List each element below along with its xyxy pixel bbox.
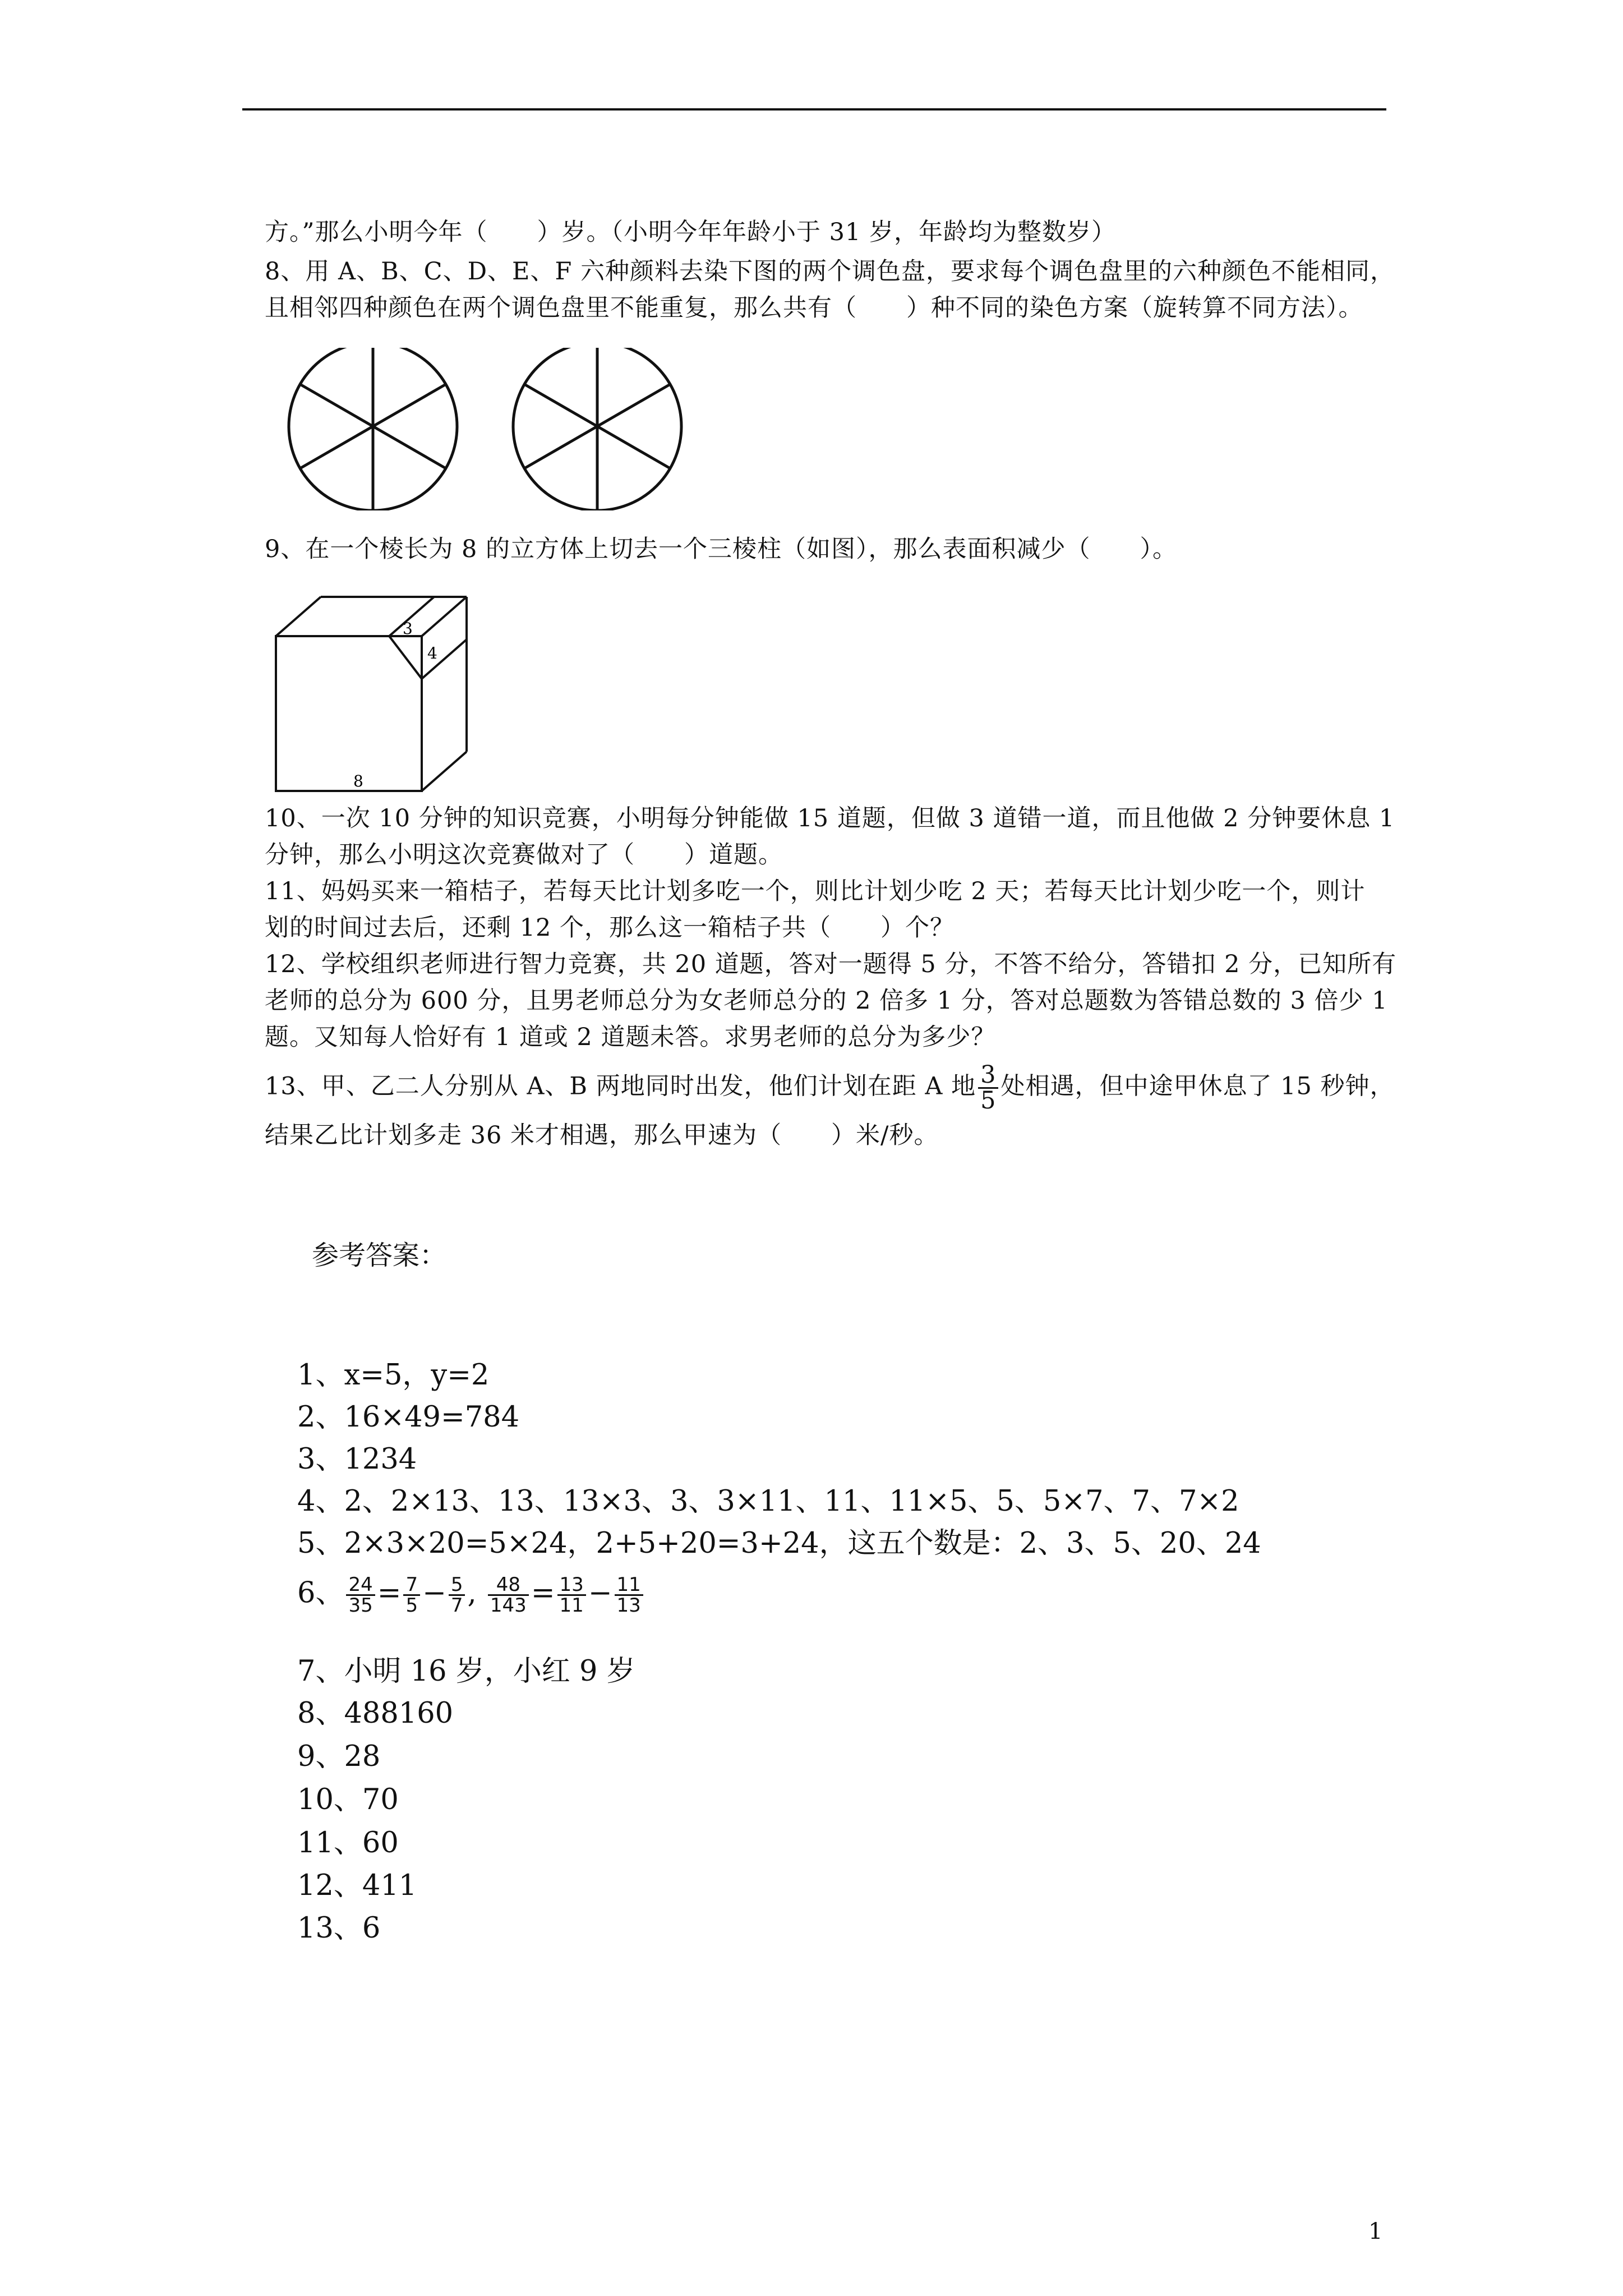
cube-label-4: 4 bbox=[427, 644, 437, 662]
question-8-line-2: 且相邻四种颜色在两个调色盘里不能重复，那么共有（ ）种不同的染色方案（旋转算不同方法）。 bbox=[265, 294, 1363, 322]
fraction-denominator: 5 bbox=[978, 1087, 998, 1113]
fraction-denominator: 7 bbox=[449, 1594, 465, 1615]
page-number: 1 bbox=[1368, 2219, 1383, 2244]
question-11-line-1: 11、妈妈买来一箱桔子，若每天比计划多吃一个，则比计划少吃 2 天；若每天比计划少吃一个，则计 bbox=[265, 877, 1366, 905]
answer-13: 13、6 bbox=[297, 1912, 381, 1945]
palette-right bbox=[513, 348, 681, 510]
fraction-48-143 bbox=[488, 1575, 529, 1615]
fraction-numerator: 7 bbox=[405, 1573, 418, 1596]
answer-4: 4、2、2×13、13、13×3、3、3×11、11、11×5、5、5×7、7、7×2 bbox=[297, 1485, 1239, 1518]
question-13-text-before: 13、甲、乙二人分别从 A、B 两地同时出发，他们计划在距 A 地 bbox=[265, 1072, 976, 1101]
fraction-numerator: 24 bbox=[348, 1573, 373, 1596]
answer-9: 9、28 bbox=[297, 1740, 381, 1773]
fraction-5-7 bbox=[449, 1575, 465, 1615]
answer-3: 3、1234 bbox=[297, 1443, 417, 1476]
answer-7: 7、小明 16 岁，小红 9 岁 bbox=[297, 1655, 635, 1688]
answers-heading: 参考答案： bbox=[312, 1240, 447, 1271]
answer-8: 8、488160 bbox=[297, 1697, 454, 1730]
answer-5: 5、2×3×20=5×24，2+5+20=3+24，这五个数是：2、3、5、20、24 bbox=[297, 1527, 1261, 1560]
fraction-24-35 bbox=[346, 1575, 375, 1615]
question-13-line-1 bbox=[265, 1063, 1395, 1113]
answer-11: 11、60 bbox=[297, 1826, 399, 1860]
equals-sign: = bbox=[377, 1576, 402, 1610]
header-rule bbox=[242, 108, 1386, 111]
question-12-line-1: 12、学校组织老师进行智力竞赛，共 20 道题，答对一题得 5 分，不答不给分，答错扣 2 分，已知所有 bbox=[265, 950, 1397, 978]
question-12-line-2: 老师的总分为 600 分，且男老师总分为女老师总分的 2 倍多 1 分，答对总题数为答错总数的 3 倍少 1 bbox=[265, 987, 1388, 1015]
fraction-numerator: 5 bbox=[450, 1573, 463, 1596]
minus-sign: − bbox=[588, 1576, 612, 1610]
cube-label-3: 3 bbox=[403, 619, 413, 638]
fraction-denominator: 5 bbox=[403, 1594, 420, 1615]
fraction-denominator: 35 bbox=[346, 1594, 375, 1615]
cube-figure bbox=[269, 589, 482, 797]
cube-label-8: 8 bbox=[353, 772, 363, 790]
fraction-denominator: 13 bbox=[615, 1594, 643, 1615]
minus-sign: − bbox=[422, 1576, 446, 1610]
fraction-denominator: 11 bbox=[557, 1594, 586, 1615]
palette-left bbox=[289, 348, 457, 510]
answer-12: 12、411 bbox=[297, 1869, 417, 1902]
question-8-line-1: 8、用 A、B、C、D、E、F 六种颜料去染下图的两个调色盘，要求每个调色盘里的六种颜色不能相同， bbox=[265, 257, 1395, 286]
fraction-numerator: 13 bbox=[559, 1573, 584, 1596]
fraction-three-fifths bbox=[978, 1063, 998, 1113]
question-9: 9、在一个棱长为 8 的立方体上切去一个三棱柱（如图），那么表面积减少（ ）。 bbox=[265, 535, 1178, 563]
answer-6 bbox=[297, 1575, 645, 1615]
question-12-line-3: 题。又知每人恰好有 1 道或 2 道题未答。求男老师的总分为多少？ bbox=[265, 1023, 996, 1051]
question-10-line-1: 10、一次 10 分钟的知识竞赛，小明每分钟能做 15 道题，但做 3 道错一道，而且他做 2 分钟要休息 1 bbox=[265, 804, 1395, 832]
fraction-13-11 bbox=[557, 1575, 586, 1615]
question-13-text-after: 处相遇，但中途甲休息了 15 秒钟， bbox=[1000, 1072, 1395, 1101]
fraction-denominator: 143 bbox=[488, 1594, 529, 1615]
fraction-11-13 bbox=[615, 1575, 643, 1615]
question-11-line-2: 划的时间过去后，还剩 12 个，那么这一箱桔子共（ ）个？ bbox=[265, 914, 955, 942]
separator-comma: , bbox=[467, 1576, 477, 1610]
answer-1: 1、x=5，y=2 bbox=[297, 1359, 490, 1392]
question-13-line-2: 结果乙比计划多走 36 米才相遇，那么甲速为（ ）米/秒。 bbox=[265, 1121, 939, 1149]
fraction-7-5 bbox=[403, 1575, 420, 1615]
equals-sign: = bbox=[531, 1576, 555, 1610]
answer-6-prefix: 6、 bbox=[297, 1576, 344, 1610]
cube-edges bbox=[276, 597, 467, 791]
question-7-continued: 方。”那么小明今年（ ）岁。（小明今年年龄小于 31 岁，年龄均为整数岁） bbox=[265, 218, 1117, 246]
fraction-numerator: 48 bbox=[496, 1573, 520, 1596]
answer-10: 10、70 bbox=[297, 1783, 399, 1816]
question-10-line-2: 分钟，那么小明这次竞赛做对了（ ）道题。 bbox=[265, 841, 783, 869]
answer-2: 2、16×49=784 bbox=[297, 1401, 520, 1434]
fraction-numerator: 3 bbox=[980, 1061, 997, 1089]
palette-figure bbox=[280, 348, 695, 510]
fraction-numerator: 11 bbox=[616, 1573, 641, 1596]
